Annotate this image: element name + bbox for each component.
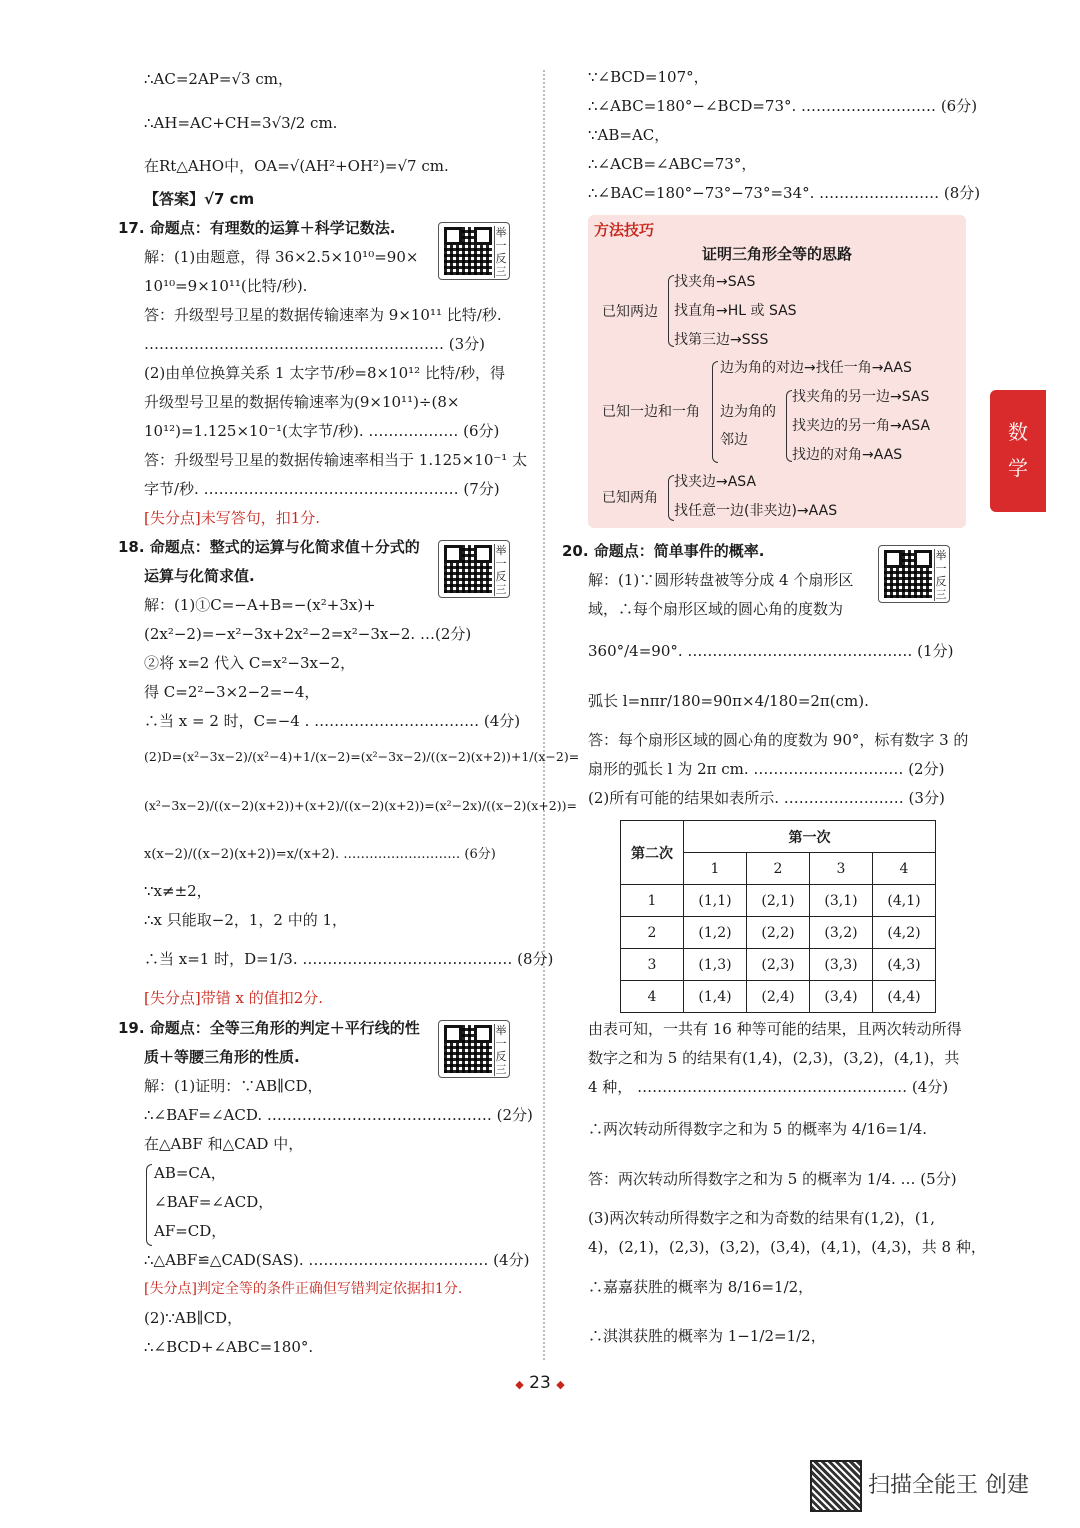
text-line: 域，∴每个扇形区域的圆心角的度数为 xyxy=(588,600,844,618)
qr-code-icon xyxy=(884,550,932,598)
method-item: 边为角的对边→找任一角→AAS xyxy=(720,360,912,376)
deduction-note: [失分点]未写答句，扣1分. xyxy=(144,509,321,527)
text-line: ∴∠BCD+∠ABC=180°. xyxy=(144,1338,314,1356)
table-row xyxy=(621,885,936,917)
qr-code-icon xyxy=(444,545,492,593)
formula-line: x(x−2)/((x−2)(x+2))=x/(x+2). ……………………… (6分) xyxy=(144,847,496,862)
qr-tag: 举一反三 xyxy=(495,544,507,596)
qr-code[interactable] xyxy=(878,545,950,603)
text-line: 解：(1)由题意，得 36×2.5×10¹⁰=90× xyxy=(144,248,419,266)
qr-code-icon xyxy=(444,1025,492,1073)
method-group-label: 已知两边 xyxy=(602,304,658,320)
watermark-text: 扫描全能王 创建 xyxy=(868,1473,1029,1498)
text-line: 360°/4=90°. ……………………………………… (1分) xyxy=(588,642,954,660)
deduction-note: [失分点]判定全等的条件正确但写错判定依据扣1分. xyxy=(144,1281,463,1297)
table-cell: (1,2) xyxy=(684,917,747,949)
question-17-title: 17. 命题点：有理数的运算＋科学记数法. xyxy=(118,219,396,237)
table-cell: (2,2) xyxy=(747,917,810,949)
text-line: 4 种， ……………………………………………… (4分) xyxy=(588,1078,949,1096)
text-line: 升级型号卫星的数据传输速率为(9×10¹¹)÷(8× xyxy=(144,393,460,411)
text-line: 解：(1)①C=−A+B=−(x²+3x)+ xyxy=(144,596,376,614)
method-item: 找任意一边(非夹边)→AAS xyxy=(674,503,838,519)
table-cell: (3,4) xyxy=(810,981,873,1013)
text-line: 在Rt△AHO中，OA=√(AH²+OH²)=√7 cm. xyxy=(144,157,449,175)
qr-tag: 举一反三 xyxy=(495,1024,507,1076)
text-line: (2)由单位换算关系 1 太字节/秒=8×10¹² 比特/秒，得 xyxy=(144,364,505,382)
method-sublabel: 邻边 xyxy=(720,432,748,448)
text-line: (2)所有可能的结果如表所示. …………………… (3分) xyxy=(588,789,945,807)
table-row-label: 3 xyxy=(621,949,684,981)
table-cell: (3,3) xyxy=(810,949,873,981)
text-line: ∴∠ACB=∠ABC=73°， xyxy=(588,155,757,173)
text-line: ∴嘉嘉获胜的概率为 8/16=1/2， xyxy=(588,1278,814,1296)
text-line: ∴两次转动所得数字之和为 5 的概率为 4/16=1/4. xyxy=(588,1120,928,1138)
method-item: 找夹边→ASA xyxy=(674,474,757,490)
method-item: 找直角→HL 或 SAS xyxy=(674,303,797,319)
question-19-title: 19. 命题点：全等三角形的判定＋平行线的性 xyxy=(118,1019,420,1037)
deduction-note: [失分点]带错 x 的值扣2分. xyxy=(144,989,324,1007)
method-tips-header: 方法技巧 xyxy=(594,221,655,239)
method-item: 找第三边→SSS xyxy=(674,332,769,348)
text-line: 答：两次转动所得数字之和为 5 的概率为 1/4. … (5分) xyxy=(588,1170,957,1188)
table-cell: (4,1) xyxy=(873,885,936,917)
formula-line: (x²−3x−2)/((x−2)(x+2))+(x+2)/((x−2)(x+2))=(x²−2x)/((x−2)(x+2))= xyxy=(144,798,577,813)
formula-line: (2)D=(x²−3x−2)/(x²−4)+1/(x−2)=(x²−3x−2)/((x−2)(x+2))+1/(x−2)= xyxy=(144,749,580,764)
method-tips-box xyxy=(588,215,966,528)
brace-icon xyxy=(146,1164,152,1246)
table-cell: (4,4) xyxy=(873,981,936,1013)
table-cell: (4,3) xyxy=(873,949,936,981)
table-row xyxy=(621,949,936,981)
method-item: 找夹角的另一边→SAS xyxy=(792,389,930,405)
text-line: 在△ABF 和△CAD 中， xyxy=(144,1135,304,1153)
method-item: 找夹边的另一角→ASA xyxy=(792,418,931,434)
text-line: 得 C=2²−3×2−2=−4， xyxy=(144,683,320,701)
text-line: ∴当 x = 2 时，C=−4 . …………………………… (4分) xyxy=(144,712,521,730)
text-line: …………………………………………………… (3分) xyxy=(144,335,486,353)
method-group-label: 已知两角 xyxy=(602,490,658,506)
qr-code[interactable] xyxy=(438,540,510,598)
brace-icon xyxy=(712,361,718,463)
text-line: 答：升级型号卫星的数据传输速率相当于 1.125×10⁻¹ 太 xyxy=(144,451,528,469)
table-cell: (2,1) xyxy=(747,885,810,917)
text-line: ∴∠BAC=180°−73°−73°=34°. …………………… (8分) xyxy=(588,184,981,202)
table-cell: (3,2) xyxy=(810,917,873,949)
text-line: ∴淇淇获胜的概率为 1−1/2=1/2， xyxy=(588,1327,826,1345)
text-line: ∴当 x=1 时，D=1/3. …………………………………… (8分) xyxy=(144,950,554,968)
table-col-label: 1 xyxy=(684,853,747,885)
qr-code[interactable] xyxy=(438,222,510,280)
text-line: (2)∵AB∥CD， xyxy=(144,1309,243,1327)
page-number-value: 23 xyxy=(529,1373,551,1393)
condition-line: AB=CA， xyxy=(154,1164,226,1182)
method-item: 找夹角→SAS xyxy=(674,274,756,290)
text-line: ∴∠ABC=180°−∠BCD=73°. ……………………… (6分) xyxy=(588,97,978,115)
text-line: ②将 x=2 代入 C=x²−3x−2， xyxy=(144,654,356,672)
text-line: 10¹⁰=9×10¹¹(比特/秒). xyxy=(144,277,308,295)
table-cell: (3,1) xyxy=(810,885,873,917)
text-line: ∴AC=2AP=√3 cm， xyxy=(144,70,293,88)
method-group-label: 已知一边和一角 xyxy=(602,404,700,420)
text-line: 4)，(2,1)，(2,3)，(3,2)，(3,4)，(4,1)，(4,3)，共 8 种， xyxy=(588,1238,986,1256)
table-col-header: 第一次 xyxy=(684,821,936,853)
diamond-icon: ◆ xyxy=(515,1378,524,1391)
question-19-title-cont: 质＋等腰三角形的性质. xyxy=(144,1048,300,1066)
table-row-label: 2 xyxy=(621,917,684,949)
subject-side-tab[interactable]: 数 学 xyxy=(990,390,1046,512)
text-line: 字节/秒. …………………………………………… (7分) xyxy=(144,480,500,498)
text-line: (3)两次转动所得数字之和为奇数的结果有(1,2)，(1, xyxy=(588,1209,935,1227)
method-item: 找边的对角→AAS xyxy=(792,447,903,463)
diamond-icon: ◆ xyxy=(556,1378,565,1391)
page-number xyxy=(0,1373,1080,1393)
qr-tag: 举一反三 xyxy=(495,226,507,278)
table-cell: (1,3) xyxy=(684,949,747,981)
method-tips-title: 证明三角形全等的思路 xyxy=(702,245,853,263)
watermark-qr-icon xyxy=(810,1460,862,1512)
qr-tag: 举一反三 xyxy=(935,549,947,601)
text-line: ∵∠BCD=107°， xyxy=(588,68,709,86)
method-sublabel: 边为角的 xyxy=(720,404,776,420)
text-line: ∴△ABF≌△CAD(SAS). ……………………………… (4分) xyxy=(144,1251,530,1269)
table-cell: (2,4) xyxy=(747,981,810,1013)
table-cell: (4,2) xyxy=(873,917,936,949)
text-line: ∴x 只能取−2，1，2 中的 1， xyxy=(144,911,348,929)
text-line: 弧长 l=nπr/180=90π×4/180=2π(cm). xyxy=(588,692,869,710)
answer-line: 【答案】√7 cm xyxy=(144,190,255,208)
qr-code-icon xyxy=(444,227,492,275)
table-cell: (2,3) xyxy=(747,949,810,981)
text-line: ∵AB=AC， xyxy=(588,126,670,144)
table-row xyxy=(621,981,936,1013)
column-divider xyxy=(543,70,545,1360)
table-col-label: 4 xyxy=(873,853,936,885)
text-line: 解：(1)∵圆形转盘被等分成 4 个扇形区 xyxy=(588,571,854,589)
text-line: 由表可知，一共有 16 种等可能的结果，且两次转动所得 xyxy=(588,1020,962,1038)
outcomes-table xyxy=(620,820,936,1013)
text-line: ∵x≠±2， xyxy=(144,882,212,900)
question-20-title: 20. 命题点：简单事件的概率. xyxy=(562,542,765,560)
table-row xyxy=(621,917,936,949)
text-line: 数字之和为 5 的结果有(1,4)，(2,3)，(3,2)，(4,1)，共 xyxy=(588,1049,960,1067)
table-row-label: 1 xyxy=(621,885,684,917)
text-line: ∴∠BAF=∠ACD. ……………………………………… (2分) xyxy=(144,1106,533,1124)
text-line: 答：升级型号卫星的数据传输速率为 9×10¹¹ 比特/秒. xyxy=(144,306,502,324)
qr-code[interactable] xyxy=(438,1020,510,1078)
question-18-title: 18. 命题点：整式的运算与化简求值＋分式的 xyxy=(118,538,420,556)
text-line: 解：(1)证明：∵AB∥CD， xyxy=(144,1077,323,1095)
text-line: ∴AH=AC+CH=3√3/2 cm. xyxy=(144,114,338,132)
text-line: 10¹²)=1.125×10⁻¹(太字节/秒). ……………… (6分) xyxy=(144,422,500,440)
table-cell: (1,1) xyxy=(684,885,747,917)
condition-line: ∠BAF=∠ACD， xyxy=(154,1193,274,1211)
table-row-header: 第二次 xyxy=(621,821,684,885)
text-line: 扇形的弧长 l 为 2π cm. ………………………… (2分) xyxy=(588,760,945,778)
table-row-label: 4 xyxy=(621,981,684,1013)
scanner-watermark xyxy=(810,1460,1060,1510)
question-18-title-cont: 运算与化简求值. xyxy=(144,567,255,585)
text-line: 答：每个扇形区域的圆心角的度数为 90°，标有数字 3 的 xyxy=(588,731,969,749)
text-line: (2x²−2)=−x²−3x+2x²−2=x²−3x−2. …(2分) xyxy=(144,625,472,643)
condition-line: AF=CD， xyxy=(154,1222,227,1240)
table-col-label: 3 xyxy=(810,853,873,885)
table-col-label: 2 xyxy=(747,853,810,885)
table-cell: (1,4) xyxy=(684,981,747,1013)
